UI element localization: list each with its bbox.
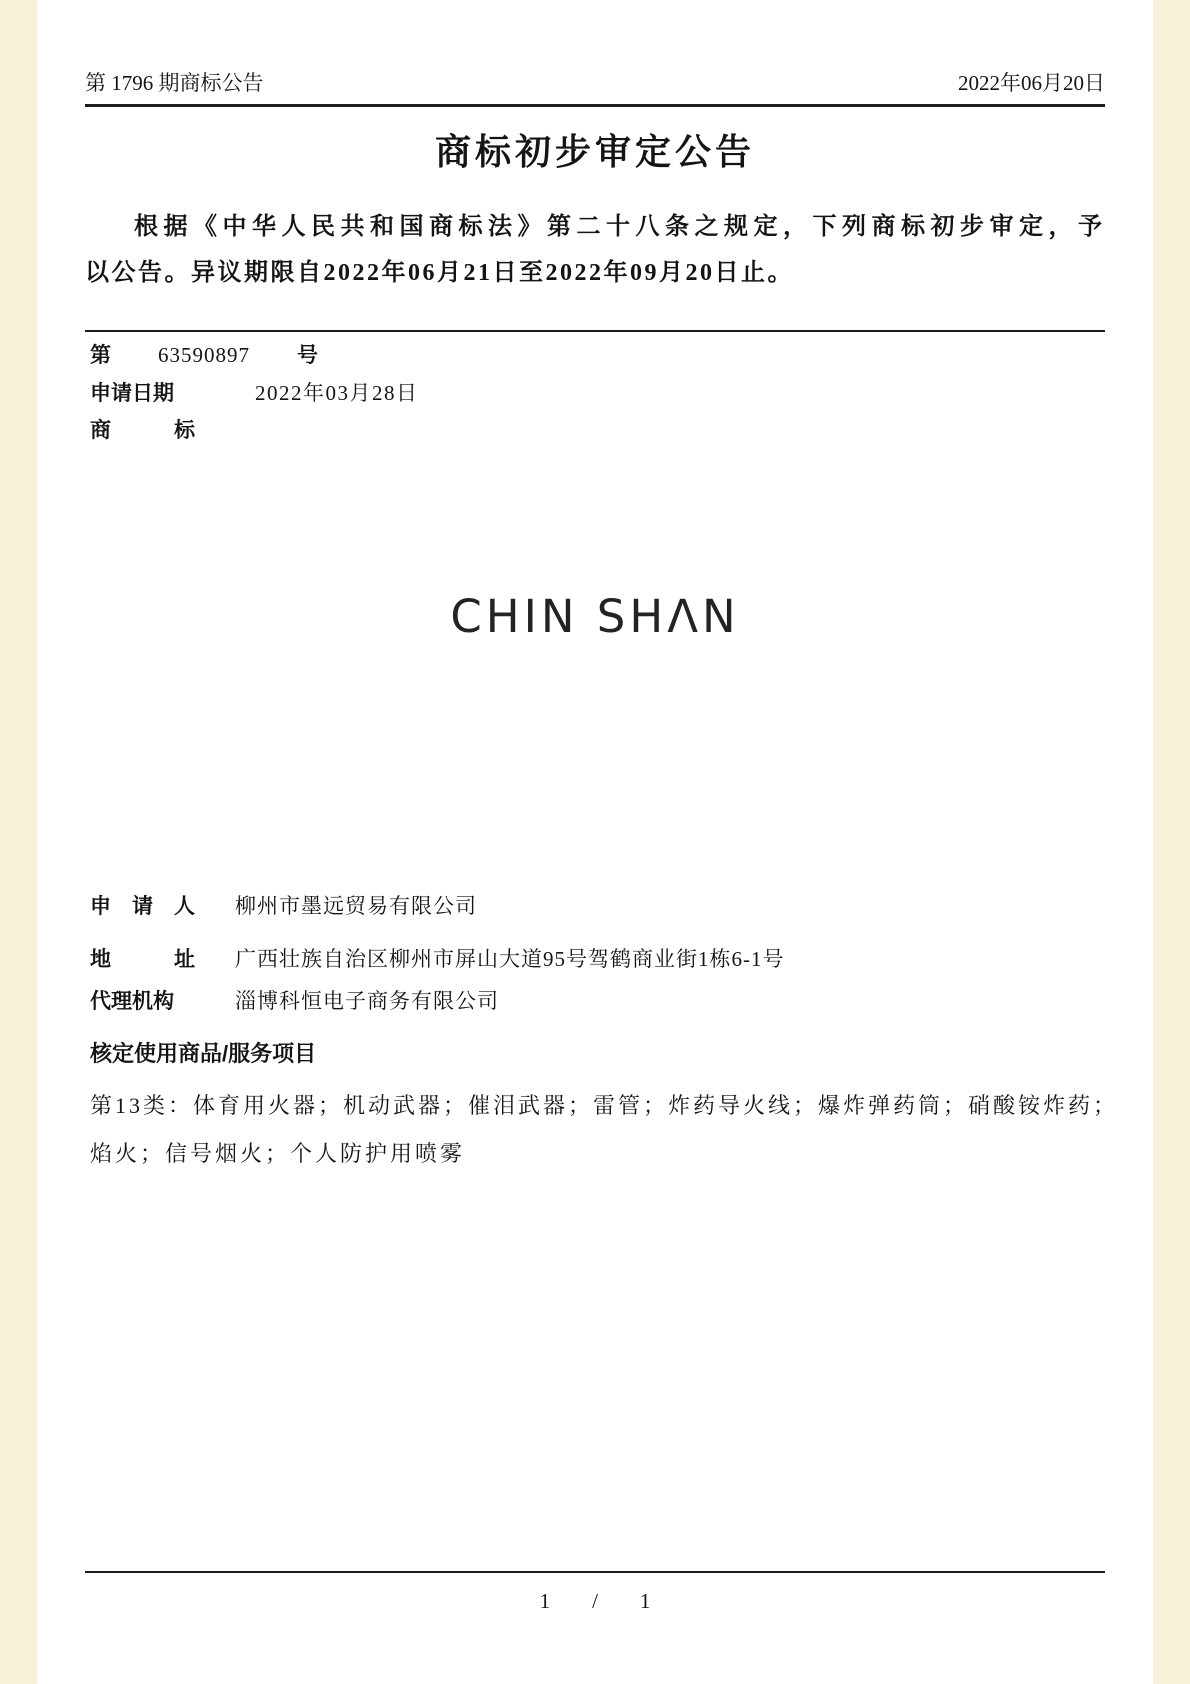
- application-date-label: 申请日期: [90, 382, 174, 405]
- trademark-label: 商 标: [90, 419, 195, 442]
- address-value: 广西壮族自治区柳州市屏山大道95号驾鹤商业街1栋6-1号: [235, 947, 785, 971]
- gazette-issue-label: 第 1796 期商标公告: [85, 71, 264, 95]
- registration-number-row: [90, 342, 318, 369]
- record-divider-rule: [85, 330, 1105, 332]
- applicant-row: [90, 893, 477, 920]
- page-separator: /: [592, 1589, 598, 1613]
- current-page-number: 1: [539, 1589, 551, 1613]
- goods-services-heading: 核定使用商品/服务项目: [90, 1041, 317, 1066]
- announcement-intro: [85, 204, 1108, 296]
- goods-line-2: 焰火；信号烟火；个人防护用喷雾: [90, 1141, 466, 1166]
- right-page-edge: [1153, 0, 1190, 1684]
- trademark-label-row: [90, 417, 235, 444]
- page-header: [85, 70, 1105, 96]
- trademark-image-area: [85, 450, 1105, 860]
- gazette-page: [85, 0, 1119, 1684]
- address-row: [90, 946, 785, 973]
- agency-label: 代理机构: [90, 990, 174, 1013]
- reg-no-prefix: 第: [90, 344, 111, 367]
- applicant-label: 申 请 人: [90, 895, 195, 918]
- announcement-title: 商标初步审定公告: [434, 132, 755, 172]
- gazette-date: 2022年06月20日: [958, 71, 1105, 95]
- left-page-edge: [0, 0, 37, 1684]
- intro-line-2: 以公告。异议期限自2022年06月21日至2022年09月20日止。: [85, 260, 794, 286]
- address-label: 地 址: [90, 948, 195, 971]
- trademark-image-text: CHIN SHΛN: [450, 590, 740, 643]
- application-date-value: 2022年03月28日: [255, 381, 419, 405]
- footer-divider-rule: [85, 1571, 1105, 1573]
- goods-line-1: 第13类：体育用火器；机动武器；催泪武器；雷管；炸药导火线；爆炸弹药筒；硝酸铵炸药；: [90, 1093, 1119, 1118]
- header-divider-rule: [85, 104, 1105, 107]
- application-date-row: [90, 380, 419, 407]
- intro-line-1: 根据《中华人民共和国商标法》第二十八条之规定，下列商标初步审定，予: [134, 214, 1108, 240]
- agency-row: [90, 988, 499, 1015]
- applicant-value: 柳州市墨远贸易有限公司: [235, 894, 477, 918]
- page-footer: [85, 1586, 1105, 1616]
- total-page-number: 1: [639, 1589, 651, 1613]
- reg-no-suffix: 号: [297, 344, 318, 367]
- agency-value: 淄博科恒电子商务有限公司: [235, 989, 499, 1013]
- reg-no-value: 63590897: [158, 343, 250, 367]
- goods-services-list: [90, 1082, 1119, 1178]
